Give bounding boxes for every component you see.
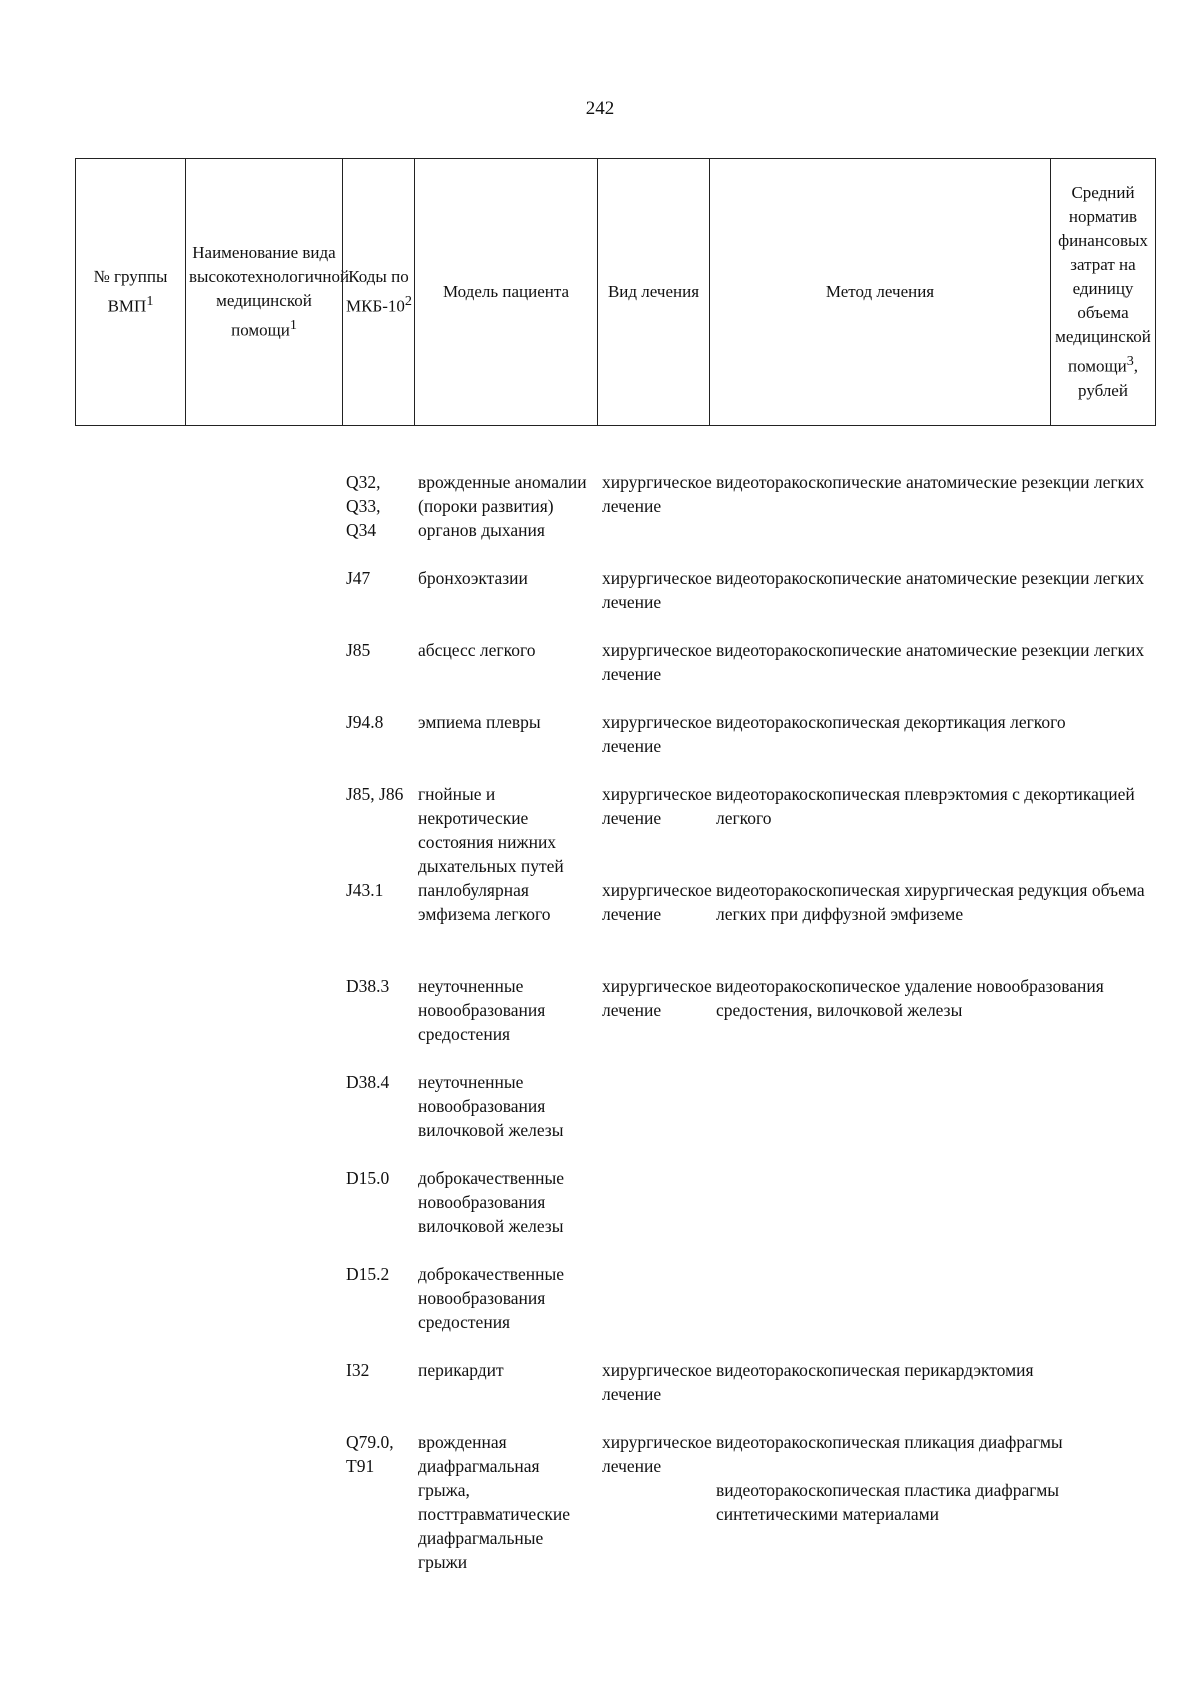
cell-method — [710, 1070, 1170, 1166]
cell-codes: I32 — [346, 1360, 370, 1380]
cell-codes: D38.3 — [346, 976, 390, 996]
cell-type: хирургическое лечение — [602, 976, 712, 1020]
cell-type — [596, 1070, 710, 1166]
table-row — [340, 1166, 1170, 1262]
header-icd-codes: Коды по МКБ-$10^2$ — [343, 159, 415, 426]
table-row — [340, 638, 1170, 710]
cell-type: хирургическое лечение — [602, 712, 712, 756]
cell-codes: Q79.0, T91 — [346, 1432, 394, 1476]
cell-method: видеоторакоскопическая хирургическая редукция объема легких при диффузной эмфиземе — [716, 880, 1145, 924]
cell-model: врожденные аномалии (пороки развития) органов дыхания — [418, 472, 587, 540]
table-row — [340, 1430, 1170, 1574]
cell-method — [710, 1262, 1170, 1358]
cell-type: хирургическое лечение — [602, 880, 712, 924]
cell-type: хирургическое лечение — [602, 640, 712, 684]
cell-type: хирургическое лечение — [602, 784, 712, 828]
table-row — [340, 1262, 1170, 1358]
cell-type: хирургическое лечение — [602, 568, 712, 612]
cell-type — [596, 1262, 710, 1358]
cell-model: неуточненные новообразования средостения — [418, 976, 546, 1044]
cell-model: доброкачественные новообразования средостения — [418, 1264, 564, 1332]
cell-codes: D15.0 — [346, 1168, 390, 1188]
cell-model: бронхоэктазии — [418, 568, 528, 588]
cell-method: видеоторакоскопические анатомические резекции легких — [716, 472, 1145, 492]
cell-type: хирургическое лечение — [602, 472, 712, 516]
cell-model: панлобулярная эмфизема легкого — [418, 880, 551, 924]
cell-model: неуточненные новообразования вилочковой железы — [418, 1072, 564, 1140]
cell-model: врожденная диафрагмальная грыжа, посттравматические диафрагмальные грыжи — [418, 1432, 570, 1572]
table-row — [340, 470, 1170, 566]
cell-codes: J85, J86 — [346, 784, 404, 804]
cell-type — [596, 1166, 710, 1262]
cell-model: гнойные и некротические состояния нижних дыхательных путей — [418, 784, 564, 876]
header-patient-model: Модель пациента — [415, 159, 598, 426]
cell-method: видеоторакоскопические анатомические резекции легких — [716, 640, 1145, 660]
table-row — [340, 1358, 1170, 1430]
cell-method: видеоторакоскопическая плеврэктомия с декортикацией легкого — [716, 784, 1135, 828]
table-row — [340, 974, 1170, 1070]
cell-codes: J85 — [346, 640, 371, 660]
cell-method: видеоторакоскопические анатомические резекции легких — [716, 568, 1145, 588]
table-body — [340, 470, 1170, 1574]
table-row — [340, 566, 1170, 638]
cell-codes: J43.1 — [346, 880, 384, 900]
table-header — [75, 158, 1156, 426]
cell-codes: Q32, Q33, Q34 — [346, 472, 381, 540]
table-row — [340, 782, 1170, 878]
cell-model: перикардит — [418, 1360, 504, 1380]
method-text: видеоторакоскопическая пластика диафрагмы синтетическими материалами — [716, 1480, 1060, 1524]
table-row — [340, 878, 1170, 974]
table-row — [340, 710, 1170, 782]
cell-type: хирургическое лечение — [602, 1432, 712, 1476]
cell-method: видеоторакоскопическая декортикация легкого — [716, 712, 1066, 732]
page-number: 242 — [585, 98, 615, 119]
cell-model: абсцесс легкого — [418, 640, 536, 660]
cell-codes: D15.2 — [346, 1264, 390, 1284]
cell-model: эмпиема плевры — [418, 712, 541, 732]
table-row — [340, 1070, 1170, 1166]
header-group-number: № группы ВМП$^1$ — [76, 159, 186, 426]
header-treatment-method: Метод лечения — [710, 159, 1051, 426]
header-treatment-type: Вид лечения — [598, 159, 710, 426]
cell-method — [710, 1166, 1170, 1262]
cell-codes: J94.8 — [346, 712, 384, 732]
cell-codes: J47 — [346, 568, 371, 588]
cell-method: видеоторакоскопическая перикардэктомия — [716, 1360, 1034, 1380]
cell-method: видеоторакоскопическое удаление новообразования средостения, вилочковой железы — [716, 976, 1104, 1020]
header-cost-norm: Средний норматив финансовых затрат на единицу объема медицинской помощи$^3$, рублей — [1051, 159, 1156, 426]
cell-codes: D38.4 — [346, 1072, 390, 1092]
cell-model: доброкачественные новообразования вилочковой железы — [418, 1168, 564, 1236]
method-text: видеоторакоскопическая пликация диафрагмы — [716, 1432, 1063, 1452]
header-care-type: Наименование вида высокотехнологичной медицинской помощи$^1$ — [186, 159, 343, 426]
cell-type: хирургическое лечение — [602, 1360, 712, 1404]
cell-method — [710, 1430, 1170, 1574]
